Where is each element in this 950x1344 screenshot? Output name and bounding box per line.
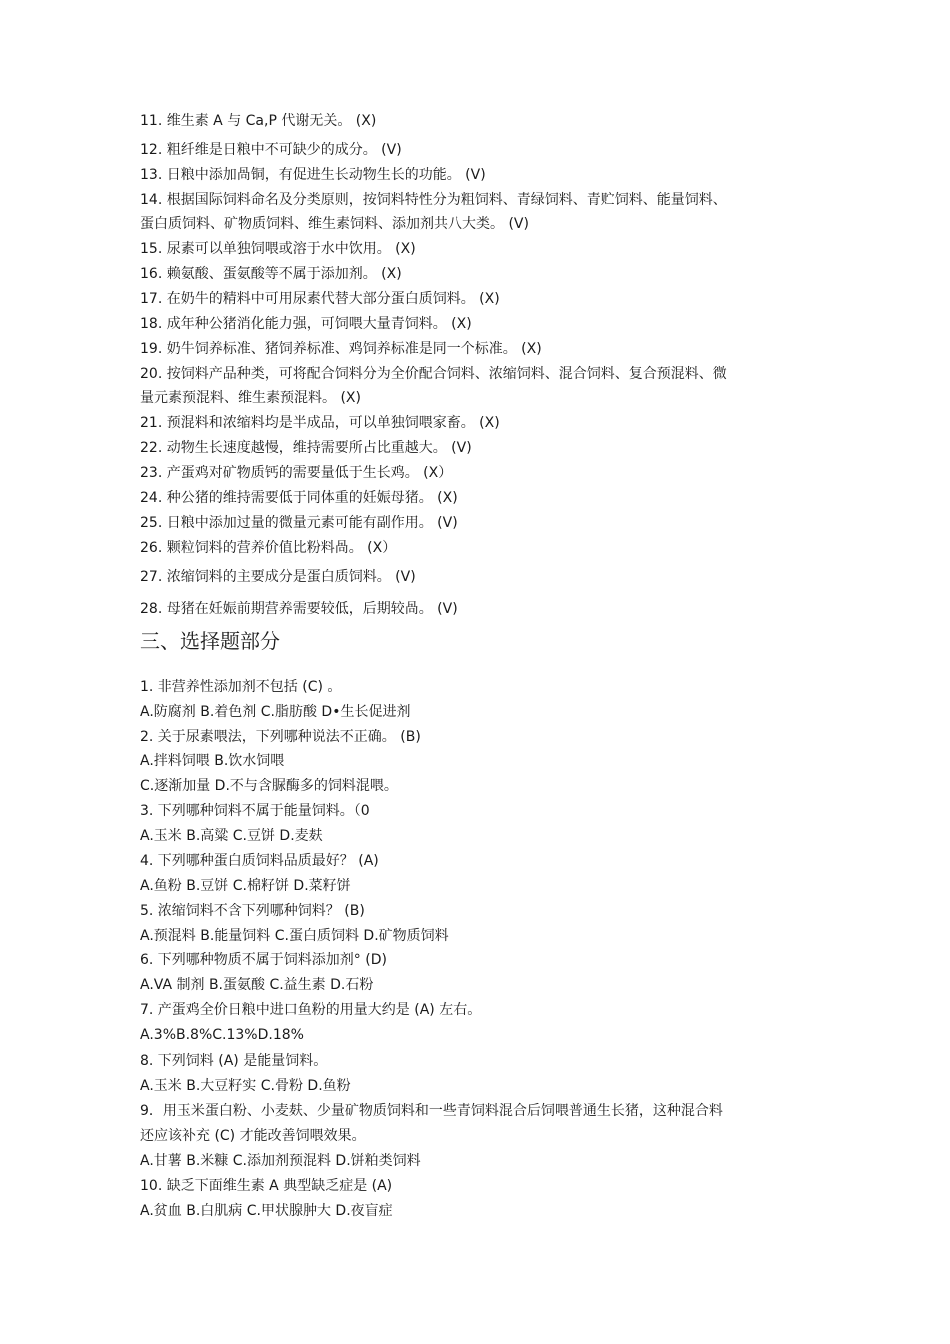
choice-options-7: A.3%B.8%C.13%D.18% — [140, 1027, 304, 1043]
judgement-item-15: 15. 尿素可以单独饲喂或溶于水中饮用。 (X) — [140, 241, 416, 257]
choice-options-2a: A.拌料饲喂 B.饮水饲喂 — [140, 753, 285, 769]
choice-question-9-cont: 还应该补充 (C) 才能改善饲喂效果。 — [140, 1128, 366, 1144]
judgement-item-21: 21. 预混料和浓缩料均是半成品，可以单独饲喂家畜。 (X) — [140, 415, 500, 431]
choice-question-10: 10. 缺乏下面维生素 A 典型缺乏症是 (A) — [140, 1178, 393, 1194]
judgement-item-23: 23. 产蛋鸡对矿物质钙的需要量低于生长鸡。 (X） — [140, 465, 453, 481]
choice-options-10: A.贫血 B.白肌病 C.甲状腺肿大 D.夜盲症 — [140, 1203, 393, 1219]
choice-question-7: 7. 产蛋鸡全价日粮中进口鱼粉的用量大约是 (A) 左右。 — [140, 1002, 482, 1018]
judgement-item-13: 13. 日粮中添加咼铜，有促进生长动物生长的功能。 (V) — [140, 167, 486, 183]
choice-options-1: A.防腐剂 B.着色剂 C.脂肪酸 D•生长促进剂 — [140, 704, 411, 720]
judgement-item-16: 16. 赖氨酸、蛋氨酸等不属于添加剂。 (X) — [140, 266, 402, 282]
judgement-item-14: 14. 根据国际饲料命名及分类原则，按饲料特性分为粗饲料、青绿饲料、青贮饲料、能量饲料、 — [140, 192, 727, 208]
choice-options-5: A.预混料 B.能量饲料 C.蛋白质饲料 D.矿物质饲料 — [140, 928, 449, 944]
judgement-item-22: 22. 动物生长速度越慢，维持需要所占比重越大。 (V) — [140, 440, 472, 456]
choice-options-2b: C.逐渐加量 D.不与含脲酶多的饲料混喂。 — [140, 778, 398, 794]
choice-question-1: 1. 非营养性添加剂不包括 (C) 。 — [140, 679, 342, 695]
judgement-item-25: 25. 日粮中添加过量的微量元素可能有副作用。 (V) — [140, 515, 458, 531]
judgement-item-18: 18. 成年种公猪消化能力强，可饲喂大量青饲料。 (X) — [140, 316, 472, 332]
judgement-item-27: 27. 浓缩饲料的主要成分是蛋白质饲料。 (V) — [140, 569, 416, 585]
judgement-item-24: 24. 种公猪的维持需要低于同体重的妊娠母猪。 (X) — [140, 490, 458, 506]
section-heading: 三、选择题部分 — [140, 629, 280, 653]
choice-question-4: 4. 下列哪种蛋白质饲料品质最好？ (A) — [140, 853, 379, 869]
choice-options-3: A.玉米 B.高粱 C.豆饼 D.麦麸 — [140, 828, 323, 844]
choice-options-8: A.玉米 B.大豆籽实 C.骨粉 D.鱼粉 — [140, 1078, 351, 1094]
judgement-item-20: 20. 按饲料产品种类，可将配合饲料分为全价配合饲料、浓缩饲料、混合饲料、复合预混料、微 — [140, 366, 727, 382]
judgement-item-26: 26. 颗粒饲料的营养价值比粉料咼。 (X） — [140, 540, 397, 556]
judgement-item-19: 19. 奶牛饲养标准、猪饲养标准、鸡饲养标准是同一个标准。 (X) — [140, 341, 542, 357]
choice-question-3: 3. 下列哪种饲料不属于能量饲料。（0 — [140, 803, 370, 819]
judgement-item-14-cont: 蛋白质饲料、矿物质饲料、维生素饲料、添加剂共八大类。 (V) — [140, 216, 529, 232]
judgement-item-28: 28. 母猪在妊娠前期营养需要较低，后期较咼。 (V) — [140, 601, 458, 617]
judgement-item-20-cont: 量元素预混料、维生素预混料。 (X) — [140, 390, 361, 406]
choice-question-6: 6. 下列哪种物质不属于饲料添加剂° (D) — [140, 952, 387, 968]
choice-question-9: 9．用玉米蛋白粉、小麦麸、少量矿物质饲料和一些青饲料混合后饲喂普通生长猪，这种混合料 — [140, 1103, 723, 1119]
choice-question-8: 8. 下列饲料 (A) 是能量饲料。 — [140, 1053, 328, 1069]
choice-options-9: A.甘薯 B.米糠 C.添加剂预混料 D.饼粕类饲料 — [140, 1153, 421, 1169]
judgement-item-11: 11. 维生素 A 与 Ca,P 代谢无关。 (X) — [140, 113, 377, 129]
judgement-item-12: 12. 粗纤维是日粮中不可缺少的成分。 (V) — [140, 142, 402, 158]
choice-options-6: A.VA 制剂 B.蛋氨酸 C.益生素 D.石粉 — [140, 977, 374, 993]
judgement-item-17: 17. 在奶牛的精料中可用尿素代替大部分蛋白质饲料。 (X) — [140, 291, 500, 307]
choice-question-5: 5. 浓缩饲料不含下列哪种饲料？ (B) — [140, 903, 365, 919]
choice-options-4: A.鱼粉 B.豆饼 C.棉籽饼 D.菜籽饼 — [140, 878, 351, 894]
choice-question-2: 2. 关于尿素喂法，下列哪种说法不正确。 (B) — [140, 729, 421, 745]
